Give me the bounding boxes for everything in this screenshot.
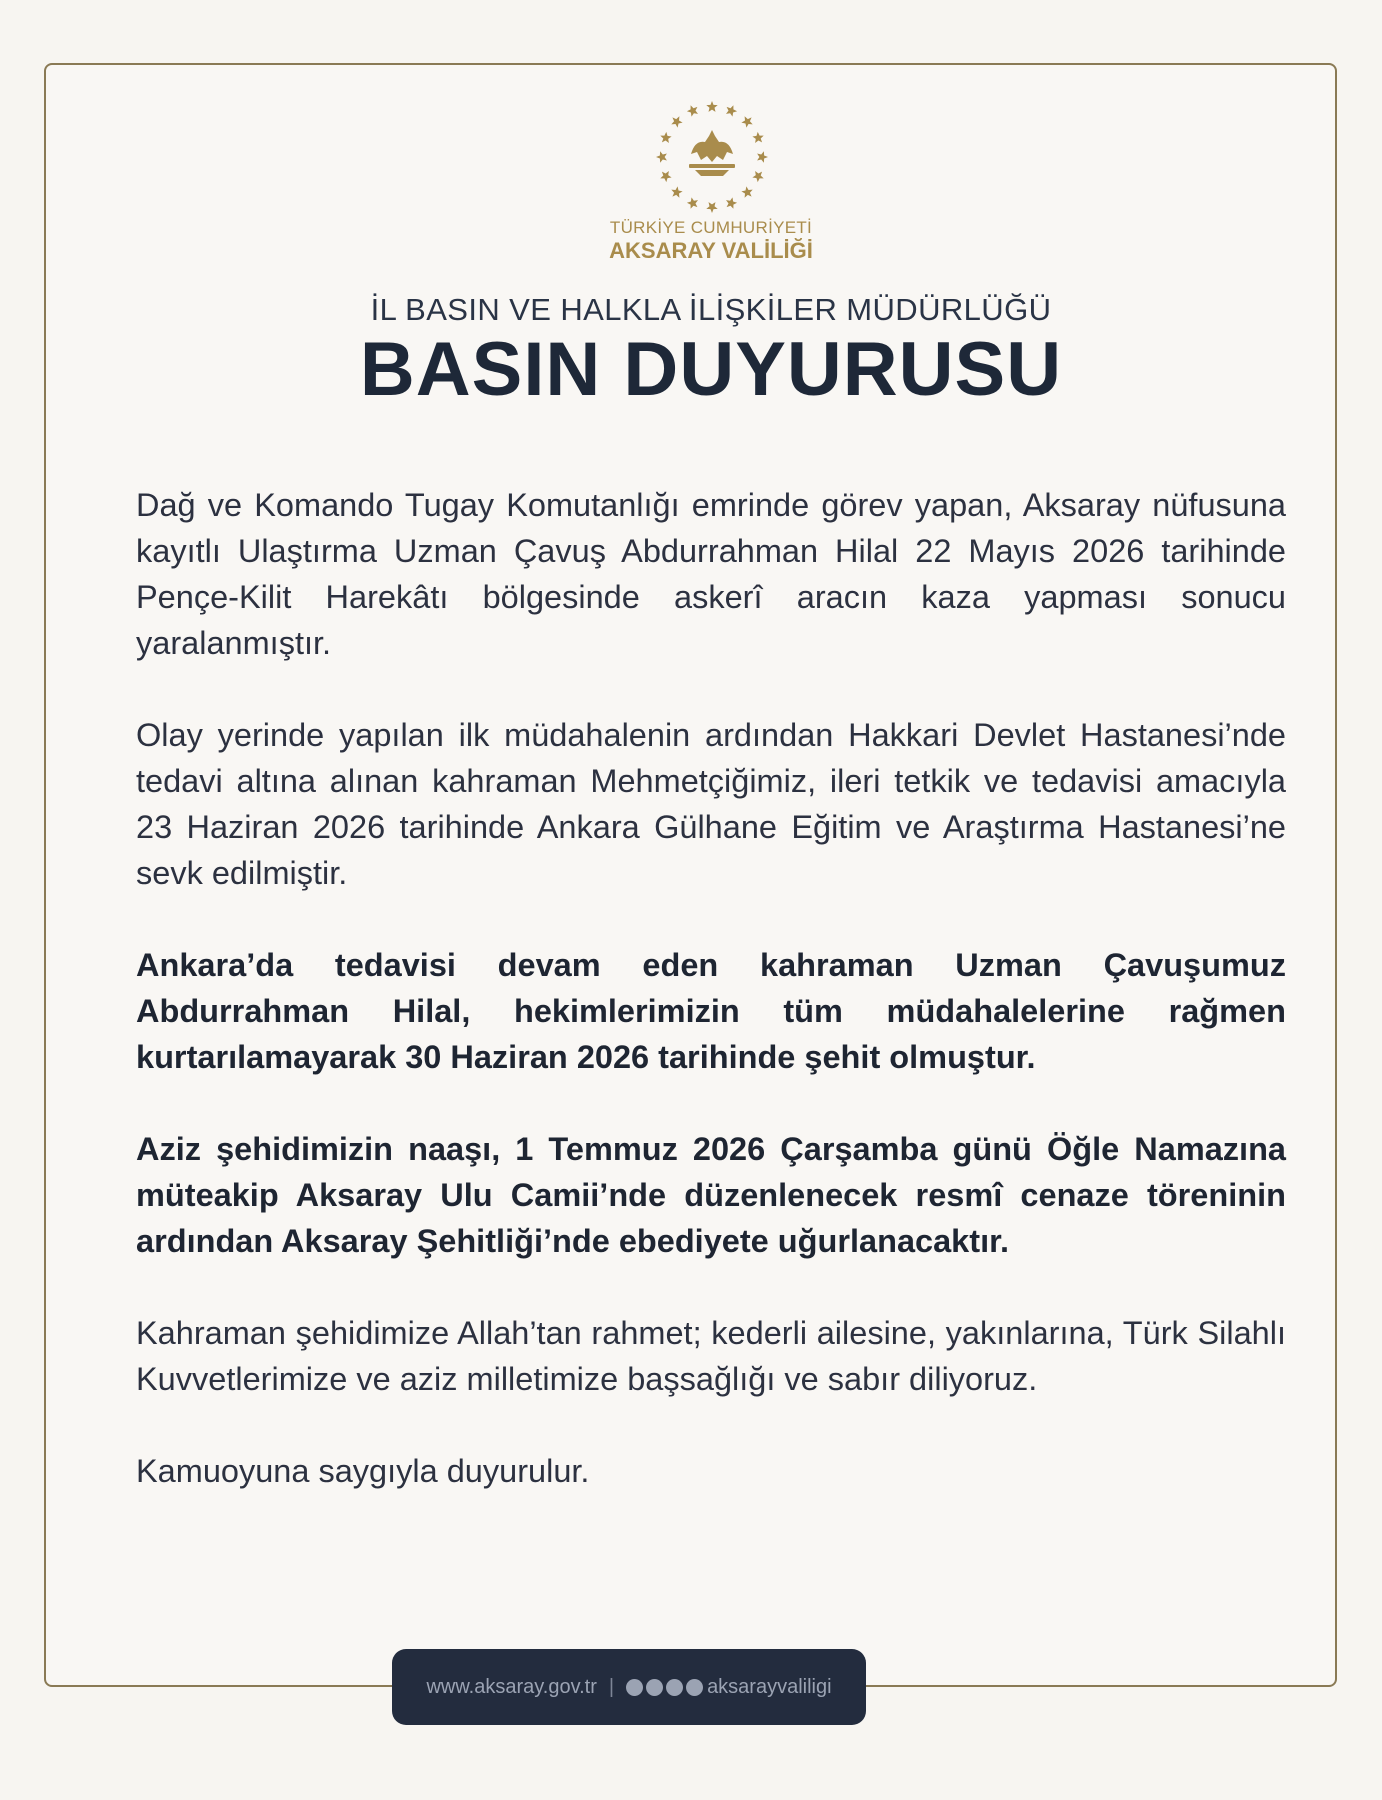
page-title: BASIN DUYURUSU (359, 327, 1063, 412)
social-icons (626, 1679, 703, 1696)
paragraph: Dağ ve Komando Tugay Komutanlığı emrinde görev yapan, Aksaray nüfusuna kayıtlı Ulaştırma Uzman Çavuş Abdurrahman Hilal 22 Mayıs 2026 tarihinde Pençe-Kilit Harekâtı bölgesinde askerî aracın kaza yapması sonucu yaralanmıştır. (136, 487, 1286, 661)
emblem-star (706, 101, 717, 112)
youtube-icon[interactable] (666, 1679, 683, 1696)
instagram-icon[interactable] (626, 1679, 643, 1696)
website-link[interactable]: www.aksaray.gov.tr (426, 1675, 597, 1698)
org-name-line2: AKSARAY VALİLİĞİ (609, 238, 813, 263)
org-name-line1: TÜRKİYE CUMHURİYETİ (609, 218, 813, 237)
emblem-star (757, 151, 768, 162)
emblem-star (752, 171, 763, 182)
emblem-star (752, 132, 763, 143)
twitter-icon[interactable] (646, 1679, 663, 1696)
emblem-star (687, 197, 698, 208)
emblem-star (687, 105, 698, 116)
emblem-star (671, 186, 682, 197)
emblem-star (660, 171, 671, 182)
announcement-body (136, 482, 1286, 1540)
emblem-star (706, 202, 717, 213)
paragraph-bold: Ankara’da tedavisi devam eden kahraman Uzman Çavuşumuz Abdurrahman Hilal, hekimlerimizin tüm müdahalelerine rağmen kurtarılamayarak 30 Haziran 2026 tarihinde şehit olmuştur. (136, 947, 1286, 1075)
facebook-icon[interactable] (686, 1679, 703, 1696)
emblem-star (741, 116, 752, 127)
emblem-star (660, 132, 671, 143)
paragraph: Olay yerinde yapılan ilk müdahalenin ardından Hakkari Devlet Hastanesi’nde tedavi altına alınan kahraman Mehmetçiğimiz, ileri tetkik ve tedavisi amacıyla 23 Haziran 2026 tarihinde Ankara Gülhane Eğitim ve Araştırma Hastanesi’ne sevk edilmiştir. (136, 717, 1286, 891)
emblem-star (671, 116, 682, 127)
social-handle[interactable]: aksarayvaliligi (707, 1675, 832, 1698)
emblem-star (741, 186, 752, 197)
paragraph-bold: Aziz şehidimizin naaşı, 1 Temmuz 2026 Çarşamba günü Öğle Namazına müteakip Aksaray Ulu Camii’nde düzenlenecek resmî cenaze töreninin ardından Aksaray Şehitliği’nde ebediyete uğurlanacaktır. (136, 1131, 1286, 1259)
government-emblem-icon (655, 100, 769, 214)
emblem-star (656, 151, 667, 162)
emblem-star (726, 105, 737, 116)
footer-bar (392, 1649, 866, 1725)
paragraph: Kahraman şehidimize Allah’tan rahmet; kederli ailesine, yakınlarına, Türk Silahlı Kuvvetlerimize ve aziz milletimize başsağlığı ve sabır diliyoruz. (136, 1315, 1286, 1397)
department-heading: İL BASIN VE HALKLA İLİŞKİLER MÜDÜRLÜĞÜ (370, 292, 1052, 327)
footer-separator: | (608, 1675, 615, 1698)
paragraph: Kamuoyuna saygıyla duyurulur. (136, 1453, 590, 1489)
emblem-star (726, 197, 737, 208)
